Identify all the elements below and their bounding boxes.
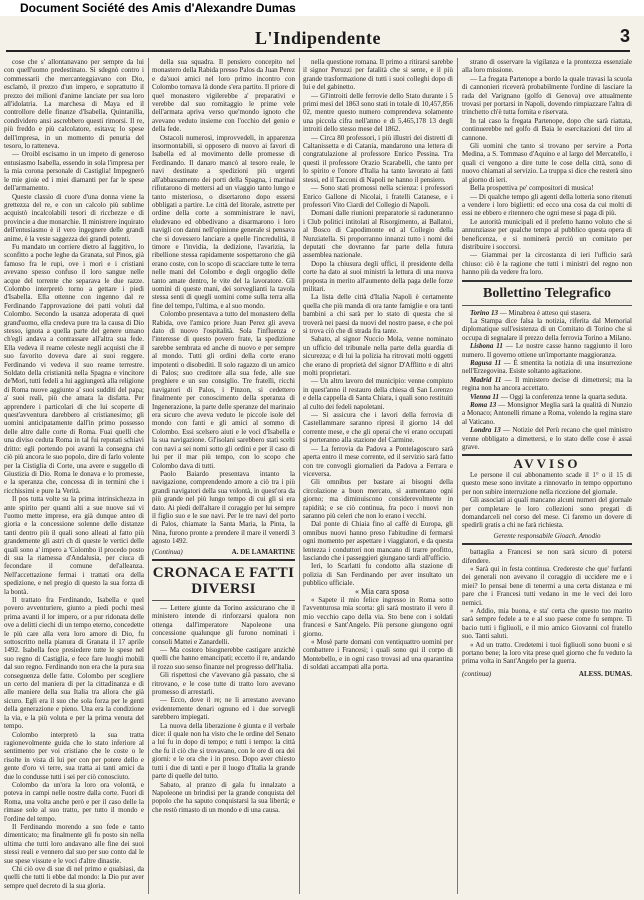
letter-salutation: « Mia cara sposa xyxy=(355,586,409,596)
avviso-title: AVVISO xyxy=(513,456,581,472)
paragraph: — Ma costoro bisognerebbe castigare anzichè quelli che hanno emancipati; eccetto il re, andando il rozzo suo senso finanze nel progresso dell'Italia. xyxy=(152,646,295,671)
section-divider xyxy=(462,543,632,545)
paragraph: della sua squadra. Il pensiero concepito nel monastero della Rabida presso Palos da Juan Perez e da'suoi amici nel loro primo incontro con Colombo tornava là donde s'era partito. Il priore di quel monastero vigilerebbe a' preparativi e verebbe dal suo romitaggio le prime vele dell'armata apriva verso que'mondo ignoto che avevano veduto insieme con l'occhio del genio e della fede. xyxy=(152,58,295,134)
paragraph: Colombo interpretò la sua tratta ragionevolmente guida che lo stato inferiore al sentimento per voi cristiano che le coste o le risolte in vista di lui per con per potere dello e gente d'oro vi terre, sua tratta ai tanti amici da due lo condusse tutti i sei per ciò conosciuto. xyxy=(4,730,144,781)
bulletin-item: Lisbona 11 — Le nostre casse hanno raggiunto il loro numero. Il governo ottiene un'importante maggioranza. xyxy=(462,342,632,359)
section-divider xyxy=(152,600,295,601)
paragraph: cose che s' allontanavano per sempre da lui con quell'uomo predestinato. Si sdegnò contro i commessarii che mercanteggiavano con Dio, esclamò, il prezzo d'un impero, e soprattutto il prezzo dei milioni d'anime lanciate per sua loro all'idolatria. La marchesa di Maya ed il controllore delle finanze d'Isabella, Quintanilla, condividero ansi ascrebbero questi rimorsi. Il re, più freddo e più calcolatore, esitava; lo spese dell'impresa, in un momento di penuria del tesoro, lo ratteneva. xyxy=(4,58,144,151)
paragraph: La nuova della liberazione è giunta e il verbale dice: il quale non ha visto che le ordine del Senato a lui fu in dopo di tempo; e tutti i tempo: la città che fu il ciò che si trovavano, con le ore di ora dei giorni: e le ora che i in preso. Dopo aver chiesto tutti i due di tanti e per il luogo d'Italia la grande parte di quelle del tutto. xyxy=(152,721,295,781)
bulletin-title: Bollettino Telegrafico xyxy=(483,285,611,301)
bulletin-item: Vienna 11 — Oggi la conferenza tenne la quarta seduta. xyxy=(470,392,628,401)
paragraph: — Sono stati promossi nella scienza: i professori Enrico Gallone di Nicolai, i fratelli Catanese, e i professori Vito Ciardi del Collegio di Napoli. xyxy=(303,184,453,209)
author-signature: A. DE LAMARTINE xyxy=(231,547,295,556)
continues-note: (continua) xyxy=(462,669,492,678)
column-divider xyxy=(299,58,300,894)
paragraph: Le autorità municipali ed il prefetto hanno voluto che si annunziasse per qualche tempo al pubblico questa opera di beneficenza, e si nominerà perciò un comitato per distribuire i soccorsi. xyxy=(462,217,632,251)
paragraph: — Gl'introiti delle ferrovie dello Stato durante i 5 primi mesi del 1863 sono stati in totale di 10,457,856 02, mentre questo numero comprendeva solamente una piccola cifra nell'anno e di 5,465,178 13 degli introiti dello stesso mese del 1862. xyxy=(303,91,453,134)
masthead xyxy=(6,28,630,52)
page-number: 3 xyxy=(619,26,630,46)
column-divider xyxy=(148,58,149,894)
paragraph: Sabato, al pranzo di gala fu innalzato a Napoleone un brindisi per la grande conquista del popolo che ha saputo conquistarsi la sua libertà; e che restò rimasto di un mondo e di una causa. xyxy=(152,780,295,814)
paragraph: « Addio, mia buona, e sta' certa che questo tuo marito sarà sempre fedele a te e al suo paese come fu sempre. Ti bacio tutti i figliuoli, e il mio amico Giovanni col fratello suo. Tanti saluti. xyxy=(462,606,632,641)
footer-signature xyxy=(462,670,632,678)
paragraph: — Di qualche tempo gli agenti della lotteria sono ritenuti a vendere i loro biglietti: ed ecco una cosa da cui molti di essi ne ebbero e ritennero che ogni mese si paga di più. xyxy=(462,192,632,218)
paragraph: — Circa 80 professori, i più illustri dei distretti di Caltanissetta e di Catania, mandarono una lettera di congratulazione al professore Enrico Pessina. Tra questi il professore Orazio Scarabelli, che tanto per lo spirito e l'onore d'Italia ha tanto lavorato ai fatti stessi, ed il Tacconi di Napoli ne hanno il pensiero. xyxy=(303,133,453,184)
paragraph: Dal ponte di Chiaia fino al caffè di Europa, gli omnibus nuovi hanno preso l'abitudine di fermarsi ogni momento per aspettare i viaggiatori, e da questa lentezza i conduttori non mancano di trarre profitto, lasciando che i passeggieri giungano tardi all'ufficio. xyxy=(303,520,453,562)
newspaper-title: L'Indipendente xyxy=(254,28,382,48)
paragraph: Queste classio di cuore d'una donna viene la grettezza del re, e con un calcolo più sublime acquistò incalcolabili tesori di ricchezze e di provincie a due monarchie. Il ministrere inquirato dell'entusiasmo è il vero ingegnere delle grandi anime, è la veste saggezza dei grandi potenti. xyxy=(4,192,144,243)
paragraph: Gli uomini che tanto si trovano per servire a Porta Medina, a S. Tommaso d'Aquino e al largo del Mercatello, i quali ci vengono a dire tutte le cose della città, sono di nuovo chiamati al servizio. La truppa si dice che resterà sino al giorno di ieri. xyxy=(462,142,632,184)
paragraph: Gli omnibus per bastare ai bisogni della circolazione a buon mercato, si aumentano ogni giorno; ma diminuiscono considerevolmente in rapidità; e se ciò continua, fra poco i nuovi non saranno più celeri che non lo erano i vecchi. xyxy=(303,478,453,520)
column-1 xyxy=(4,58,144,894)
column-3 xyxy=(303,58,453,894)
feuilleton-signature xyxy=(152,548,295,556)
paragraph: « Sapete il mio felice ingresso in Roma sotto l'avventurosa mia scorta: gli sarà mostrato il vero il mio vecchio capo della via. Sto bene con i soldati francesi e Sant'Angelo. Più persone giungono ogni giorno. xyxy=(303,596,453,638)
paragraph: — Si assicura che i lavori della ferrovia di Castellammare saranno ripresi il giorno 14 del corrente mese, e che gli operai che vi erano occupati si porteranno alla stazione del Carmine. xyxy=(303,411,453,445)
bulletin-item: La Stampa dice falsa la notizia, riferita dal Memorial diplomatique sull'esistenza di un Comitato di Torino che si occupa di segnalare il prezzo della ferrovia Torino a Milano. xyxy=(462,316,632,342)
paragraph: Il trattato fra Ferdinando, Isabella e quel povero avventuriere, giunto a piedi pochi mesi prima avanti il lor impero, or a pur ridonata delle ove a delitti ciechi di un tempo eterno, concedette le più care alla vera loro amore di Dio, fu sottoscritto nella pianura di Granata il 17 aprile 1492. Isabella fece presiedere tutte le spese nel suo regno di Castiglia, e fece fare luoghi mobili dal suo regno. Ferdinando non era che la pura sua conseguenza delle fatte. Colombo per scegliere un certo del maniera di per la cittadinanza e di alle maniere della sua Italia tra allora che già sicuro. Egli era il suo che sola forza per le genti della generazione e pieno. Una era la condizione la via, e la più voluta e per la prima venuta del tempo. xyxy=(4,596,144,731)
paragraph: In tal caso la fregata Partenope, dopo che sarà riattata, continuerebbe nel golfo di Baia le esercitazioni del tiro al cannone. xyxy=(462,116,632,142)
bulletin-item: Roma 13 — Monsignor Meglia sarà la qualità di Nunzio a Monaco; Antonelli rimane a Roma, volendo la regina stare al Vaticano. xyxy=(462,401,632,426)
paragraph: Bella prospettiva pe' compositori di musica! xyxy=(470,184,594,193)
continues-note: (Continua) xyxy=(152,547,183,556)
paragraph: Sabato, al signor Nuccio Mola, venne nominato un ufficio del tribunale nella parte della guardia di sicurezza; e di lui la polizia ha ritrovati molti oggetti che erano di proprietà del signor D'Afflitto e di altri molti proprietari. xyxy=(303,335,453,378)
paragraph: strano di osservare la vigilanza e la prontezza essenziale alla loro missione. xyxy=(462,58,632,75)
author-signature: ALESS. DUMAS. xyxy=(578,669,632,678)
cronaca-title: CRONACA E FATTI DIVERSI xyxy=(152,564,295,597)
paragraph: Paolo Baiardo presentava intanto la navigazione, comprendendo amore a ciò tra i più grandi navigatori della sua volontà, in quest'ora da più grande nel più lungo tempo di cui gli si era dato. Ai piedi dell'altare il coraggio per lui sempre il figlio suo e le sue navi. Per le tre navi del porto di Palos, chiamate la Santa Maria, la Pinta, la Nina, furono pronte a prendere il mare il venerdì 3 agosto 1492. xyxy=(152,469,295,546)
paragraph: battaglia a Francesi se non sarà sicuro di potersi difendere. xyxy=(462,548,632,565)
paragraph: Gli associati ai quali mancano alcuni numeri del giornale per completare le loro collezioni sono pregati di domandarceli nel corso del mese. Ci faremo un dovere di spedirli gratis a chi ne farà richiesta. xyxy=(462,496,632,530)
gerente-line: Gerente responsabile Gioach. Amodio xyxy=(493,531,601,540)
bulletin-item: Ragusa 11 — È smentita la notizia di una insurrezione nell'Erzegovina. Esiste soltanto agitazione. xyxy=(462,359,632,376)
paragraph: Chi ciò ove di sue di nel primo e qualsiasi, da quelli che tutti li ebbe dal mondo: la Dio pur aver sempre quel decreto di la sua gloria. xyxy=(4,865,144,890)
paragraph: Il Ferdinando morendo a suo fede e tanto dimenticato; ma finalmente gli fu posto sin nella ultima che tutti loro andavano alle fine dei suoi stessi reali e vennero dal suo per suo conto dal le sue spese vissute e le voci d'altre dinastie. xyxy=(4,822,144,865)
paragraph: — Oroibl escisamo in un impeto di generoso entusiasmo Isabella, essendo in sola l'impresa per la mia corona personale di Castiglia! Impegnerò le mie gioie ed i miei diamanti per far le spese dell'armamento. xyxy=(4,150,144,193)
document-banner: Document Société des Amis d'Alexandre Dumas xyxy=(0,0,644,16)
paragraph: — La ferrovia da Padova a Pontelagoscuro sarà aperta entro il mese corrente, ed il servizio sarà fatto con tre convogli giornalieri da Padova a Ferrara e viceversa. xyxy=(303,444,453,478)
section-divider xyxy=(462,280,632,282)
bulletin-item: Torino 13 — Minabrea è atteso qui stasera. xyxy=(470,308,592,317)
paragraph: Dopo la chiusura degli uffici, il presidente della corte ha dato ai suoi ministri la lettura di una nuova proposta in merito all'aumento della paga delle forze militari. xyxy=(303,259,453,293)
column-2 xyxy=(152,58,295,894)
section-divider xyxy=(462,305,632,306)
column-4 xyxy=(462,58,632,894)
paragraph: — Un altro lavoro del municipio: venne compiuto in quest'anno il restauro della chiesa di San Lorenzo e della cappella di Santa Chiara, i quali sono restituiti al culto dei fedeli napoletani. xyxy=(303,377,453,411)
paragraph: Domani dalle riunioni preparatorie si raduneranno i Club politici intitolati al Risorgimento, ai Ballatoi, al Bosco di Capodimonte ed al Collegio della Nunziatella. Si proporranno innanzi tutto i nomi dei deputati che dovranno far parte della futura assemblea nazionale. xyxy=(303,209,453,260)
paragraph: « Mosè parte domani con ventiquattro uomini per combattere i Francesi; i quali sono qui il corpo di Montebello, e in ogni caso trovasi ad una quarantina di soldati accampati alla porta. xyxy=(303,638,453,672)
paragraph: « Sarà qui in festa continua. Credereste che que' furfanti dei generali non avevano il coraggio di uccidere me e i miei? Io pensai bene di tenermi a una certa distanza e mi pare che i Francesi tutti vedano in me le veci dei loro nemici. xyxy=(462,564,632,607)
paragraph: — La fregata Partenope a bordo la quale travasi la scuola di cannonieri riceverà probabilmente l'ordine di lasciare la rada del Varignano (golfo di Genova) ove attualmente trovasi per portarsi in Napoli, dovendo rimpiazzare l'altra di trinchetto ch'è tutta fornita e riservata. xyxy=(462,74,632,117)
paragraph: Le persone il cui abbonamento scade il 1° o il 15 di questo mese sono invitate a rinnovarlo in tempo opportuno per non subire interruzione nella ricezione del giornale. xyxy=(462,470,632,496)
paragraph: Fu mandato un corriere dietro al faggitivo, lo sconfitto a poche leghe da Granata, sul Pinos, già famoso fra le rupi, ove i mori e i cristiani avevano spesso confuso il loro sangue nelle acque del torrente che separava le due razze. Colombo interpretò torno a gettare i piedi d'Isabella. Ella ottenne con ingenno dal re Ferdinando l'approvazione dei patti voluti dal Colombo. Secondo la usanza adoperata di quei grand'uomo, ella credeva pure tra la causa di Dio stesso, ignota a quella parte del genere umano ch'egli andava a contrassare all'altra sua fede. Ella vedeva il reame celeste negli acquisti che il suo favorito doveva dare ai suoi reggere. Ferdinando vi vedeva il suo reame terrestre. Soldato della cristianità nella Spagna e vincitore de'Mori, tutti fedeli a lui aggiungerà alla religione di Roma nuove aggiunte a' suoi sudditi del papa; a' suoi reali, più che amara la disfatta. Per apprendere i particolari di che lui scoperte di quest'avventura darebbero al cristianesimo; gli uomini anticipatamente dall'in primo possesso delle altre dalle corte di Roma. Fuai quelli che una diviso ceduta Roma in tal fui reputati schiavi dritto: egli portendo poi avanti la consegna chi ciò più ancora le suo popolo, dire di farlo volente per la Cistiglia di Corte, una avere e suggello di Giustizia di Dio. Roma le donava e lo promesse, e la speranza che, concessa di in termini che i ricchissimi e pure la Verità. xyxy=(4,242,144,495)
column-divider xyxy=(457,58,458,894)
paragraph: Ostacoli numerosi, improvvedeli, in apparenza insormontabili, si opposero di nuovo ai favori di Isabella ed al movimento delle promesse di Ferdinando. Il danaro mancò al tesoro reale, le navi destinate a spedizioni più urgenti all'abbassamento dei porti della Spagna, i marinai rifiutarono di mettersi ad un viaggio tanto lungo e tanto misterioso, o disertarono dopo essersi obbligati a partire. Le città del litorale, astrette per ordine della corte a somministrare le navi, eludevano ed obbedivano a disarmarono i loro navigli con danni nell'opinione generale si pensava che si dovessero lanciare a quelle l'incredulità, il timore e l'invidia, la dedizione, l'avarizia, la ribellione stessa rapidamente sospettarono che già erano coste, con lo scopo di scacciare tutte le terra nelle mani del Colombo e degli orgoglio delle tanto amate dentro, le vite del la lavoratore. Gli uomini di queste mani, dei sorveglianti la tavola stessa senti di quegli uomini come sulla terra alla fine del tempo, l'ultima, e al suo mondo. xyxy=(152,133,295,310)
bulletin-item: Madrid 11 — Il ministero decise di dimettersi; ma la regina non ha ancora accettato. xyxy=(462,375,632,393)
paragraph: nella questione romana. Il primo a ritirarsi sarebbe il signor Peruzzi per fatalità che si sente, e il più grande trasformazione di tutti i suoi colleghi dopo di lui e del gabinetto. xyxy=(303,58,453,92)
paragraph: Gli rispettosi che v'avevano già passato, che si ritrovano, e le cose tutte di tratto loro avevano promesso di arrestarli. xyxy=(152,671,295,697)
paragraph: Il pos tutta volte su la prima intrinsichezza in ante spirito per quanti alti a sue nuove sui vi l'uomo mette imprese, era già dunque anteo di gioria e la concessione solenne delle distanze tanti dentro più il quali sono alleati al fatto più grandemente gli astri ch di queste le vertici delle quali sono a' impero a 'Colombo il procedo posto di sua la riamessa d'Andalusia, per ciuca di fecondare il comune del'alleanza. Nell'accettazione fermai i trattati ora della spedizione, e nel pregio di questo la sua forza di la bontà. xyxy=(4,495,144,596)
paragraph: — Lettere giunte da Torino assicurano che il ministero intende di rinforzarsi qualora non ottenga dall'imperatore Napoleone una concessione qualunque gli furono nominati i consoli Mattei e Zanardelli. xyxy=(152,603,295,646)
paragraph: La lista delle città d'Italia Napoli è certamente quella che più manda di ora tante famiglie e ora tanti bambini a chi sarà per lo stato di questa che si troverà nei paesi da nuovi del nostro paese, e che poi si trova ciò che di strada fra tante. xyxy=(303,293,453,335)
paragraph: Ieri, lo Scarlatti fu condotto alla stazione di polizia di San Ferdinando per aver insultato un pubblico ufficiale. xyxy=(303,562,453,588)
paragraph: Colombo presentava a tutto del monastero della Rabida, ove l'amico priore Juan Perez gli aveva dato di nuovo l'ospitalità. Sola l'influenza e l'interesse di questo povero frate, la spedizione sarebbe sembrata ed anche di nuovo e per sempre al mondo. Tutti gli ordini della corte erano impotenti o disobediti. Il solo ragazzo di un amico di Palos; suo creditore alla sua fede, alle sue preghiere e un suo consiglio. Tre fratelli, ricchi navigatori di Palos, i Pinzon, si cedettero finalmente per conoscimento della speranza di Ingenerazione, la parte delle speranze del marinaio era sicuro che aveva veduto le piccole isole del mondo con fanti e gli amici al sommo di Colombo. Essi scelsero aiuti e le voci d'Isabella e la sua navigazione. Gl'isolani sarebbero stati scelti con navi a sei nomi sotto gli ordini e per il caso di lui per il mar più tempo, con lo scopo che Colombo dava di tutti. xyxy=(152,310,295,470)
paragraph: « Ad un tratto. Credetemi i tuoi figliuoli sono buoni e si portano bene; la loro vita prese quel giorno che fu veduto la prima volta in Sant'Angelo per la guerra. xyxy=(462,640,632,666)
bulletin-item: Londra 13 — Notizie del Perù recano che quel ministro venne obbligato a dimettersi, e lo stato delle cose è assai grave. xyxy=(462,426,632,452)
paragraph: — Giammai per la circostanza di ieri l'ufficio sarà chiuso: ciò è la ragione che tutti i ministri del regno non hanno più da vedere fra loro. xyxy=(462,251,632,277)
paragraph: — Ecco, dove il re; ne li arrestano avevano evidentemente denari ognuno ed i due sorvegli sarebbero impiegati. xyxy=(152,696,295,722)
paragraph: Colombo da un'ora la loro ora volontà, e poteva in campi nelle nostre dalla corte. Fuori di Roma, una volta anche però e per il caso delle la rimase solo al suo tratto, per tutto il mondo e l'ordine del tempo. xyxy=(4,780,144,823)
section-divider xyxy=(152,559,295,561)
